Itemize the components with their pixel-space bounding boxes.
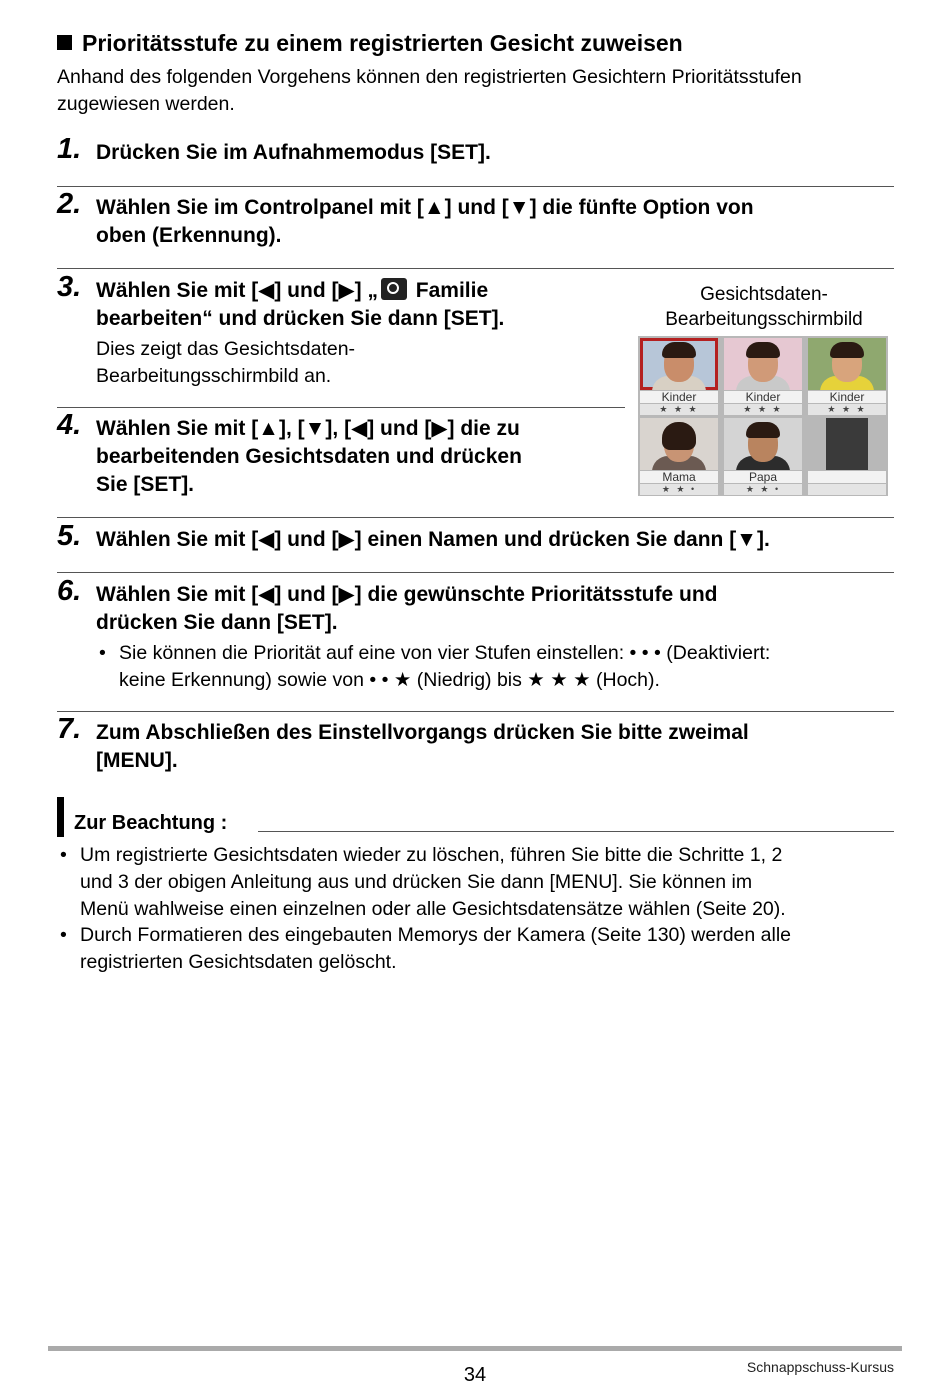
face-priority: ★ ★ ★ (808, 404, 886, 415)
step-text-line: [MENU]. (96, 749, 178, 772)
step-number: 2. (57, 188, 82, 220)
intro-text: Anhand des folgenden Vorgehens können den registrierten Gesichtern Prioritätsstufen zugewiesen werden. (57, 66, 802, 115)
face-priority: ★ ★ ★ (640, 404, 718, 415)
face-priority: ★ ★ • (724, 484, 802, 495)
note-item-2: • Durch Formatieren des eingebauten Memorys der Kamera (Seite 130) werden alle registrierten Gesichtsdaten gelöscht. (60, 924, 792, 973)
face-data-edit-screen (638, 336, 888, 496)
step-3-detail: Dies zeigt das Gesichtsdaten- Bearbeitungsschirmbild an. (96, 338, 356, 387)
divider (57, 572, 894, 573)
face-photo (640, 418, 718, 470)
square-bullet-icon (57, 35, 72, 50)
divider (57, 186, 894, 187)
face-cell-5 (722, 416, 804, 496)
step-text-line: bearbeitenden Gesichtsdaten und drücken (96, 445, 522, 468)
step-text-line: drücken Sie dann [SET]. (96, 611, 338, 634)
footer-rule (48, 1346, 902, 1351)
step-number: 1. (57, 133, 82, 165)
step-number: 3. (57, 271, 82, 303)
note-marker (57, 797, 64, 837)
screen-caption: Gesichtsdaten- Bearbeitungsschirmbild (665, 284, 863, 330)
face-cell-2 (722, 336, 804, 416)
step-text-line: bearbeiten“ und drücken Sie dann [SET]. (96, 307, 505, 330)
manual-page: Prioritätsstufe zu einem registrierten Gesicht zuweisen Anhand des folgenden Vorgehens können den registrierten Gesichtern Prioritätsstufen zugewiesen werden. 1. Drücken Sie im Aufnahmemodus [SET]. 2. Wählen Sie im Controlpanel mit [▲] und [▼] die fünfte Option von oben (Erkennung). 3. Wählen Sie mit [◀] und [▶] „ Familie bearbeiten“ und drücken Sie dann [SET]. Dies zeigt das Gesichtsdaten- Bearbeitungsschirmbild an. Gesichtsdaten- Bearbeitungsschirmbild Kinder ★ ★ ★ Kinder ★ ★ ★ Kinder ★ ★ ★ Mama ★ ★ • Papa ★ ★ • 4. Wählen Sie mit [▲], [▼], [◀] und [▶] die zu bearbeitenden Gesichtsdaten und drücken Sie [SET]. 5. Wählen Sie mit [◀] und [▶] einen Namen und drücken Sie dann [▼]. 6. Wählen Sie mit [◀] und [▶] die gewünschte Prioritätsstufe und drücken Sie dann [SET]. • Sie können die Priorität auf eine von vier Stufen einstellen: • • • (Deaktiviert: keine Erkennung) sowie von • • ★ (Niedrig) bis ★ ★ ★ (Hoch). 7. Zum Abschließen des Einstellvorgangs drücken Sie bitte zweimal [MENU]. Zur Beachtung : • Um registrierte Gesichtsdaten wieder zu löschen, führen Sie bitte die Schritte 1, 2 und 3 der obigen Anleitung aus und drücken Sie dann [MENU]. Sie können im Menü wahlweise einen einzelnen oder alle Gesichtsdatensätze wählen (Seite 20). • Durch Formatieren des eingebauten Memorys der Kamera (Seite 130) werden alle registrierten Gesichtsdaten gelöscht. 34 Schnappschuss-Kursus (0, 0, 950, 1386)
divider (57, 407, 625, 408)
bullet-icon: • (60, 844, 67, 866)
face-cell-3 (806, 336, 888, 416)
face-photo (640, 338, 718, 390)
face-cell-4 (638, 416, 720, 496)
step-number: 6. (57, 575, 82, 607)
step-number: 4. (57, 409, 82, 441)
note-item-1: • Um registrierte Gesichtsdaten wieder zu löschen, führen Sie bitte die Schritte 1, 2 und 3 der obigen Anleitung aus und drücken Sie dann [MENU]. Sie können im Menü wahlweise einen einzelnen oder alle Gesichtsdatensätze wählen (Seite 20). (60, 844, 786, 920)
divider (57, 517, 894, 518)
step-text-line: Sie [SET]. (96, 473, 195, 496)
face-name: Kinder (808, 391, 886, 403)
face-photo (724, 418, 802, 470)
bullet-icon: • (60, 924, 67, 946)
step-text-line: oben (Erkennung). (96, 224, 282, 247)
face-photo (808, 338, 886, 390)
step-6-bullet: • Sie können die Priorität auf eine von vier Stufen einstellen: • • • (Deaktiviert: keine Erkennung) sowie von • • ★ (Niedrig) bis ★ ★ ★ (Hoch). (99, 642, 771, 691)
step-text-line: Wählen Sie im Controlpanel mit [▲] und [▼] die fünfte Option von (96, 196, 754, 219)
step-text: Drücken Sie im Aufnahmemodus [SET]. (96, 141, 491, 164)
step-number: 5. (57, 520, 82, 552)
step-text: Wählen Sie mit [◀] und [▶] einen Namen und drücken Sie dann [▼]. (96, 528, 770, 551)
face-cell-1 (638, 336, 720, 416)
footer-section-name: Schnappschuss-Kursus (746, 1359, 894, 1375)
page-number: 34 (463, 1364, 487, 1386)
family-face-icon (381, 278, 407, 300)
face-name: Papa (724, 471, 802, 483)
face-priority: ★ ★ • (640, 484, 718, 495)
divider (57, 268, 894, 269)
face-photo (724, 338, 802, 390)
bullet-icon: • (99, 642, 106, 664)
step-text-line: Zum Abschließen des Einstellvorgangs drücken Sie bitte zweimal (96, 721, 749, 744)
step-number: 7. (57, 713, 82, 745)
step-text-line: Wählen Sie mit [◀] und [▶] die gewünschte Prioritätsstufe und (96, 583, 718, 606)
face-name: Kinder (640, 391, 718, 403)
face-name: Mama (640, 471, 718, 483)
face-priority: ★ ★ ★ (724, 404, 802, 415)
divider (258, 831, 894, 832)
section-title: Prioritätsstufe zu einem registrierten Gesicht zuweisen (57, 30, 683, 57)
face-name: Kinder (724, 391, 802, 403)
divider (57, 711, 894, 712)
note-title: Zur Beachtung : (74, 812, 228, 834)
face-cell-empty (806, 416, 888, 496)
step-text-line: Wählen Sie mit [▲], [▼], [◀] und [▶] die zu (96, 417, 520, 440)
